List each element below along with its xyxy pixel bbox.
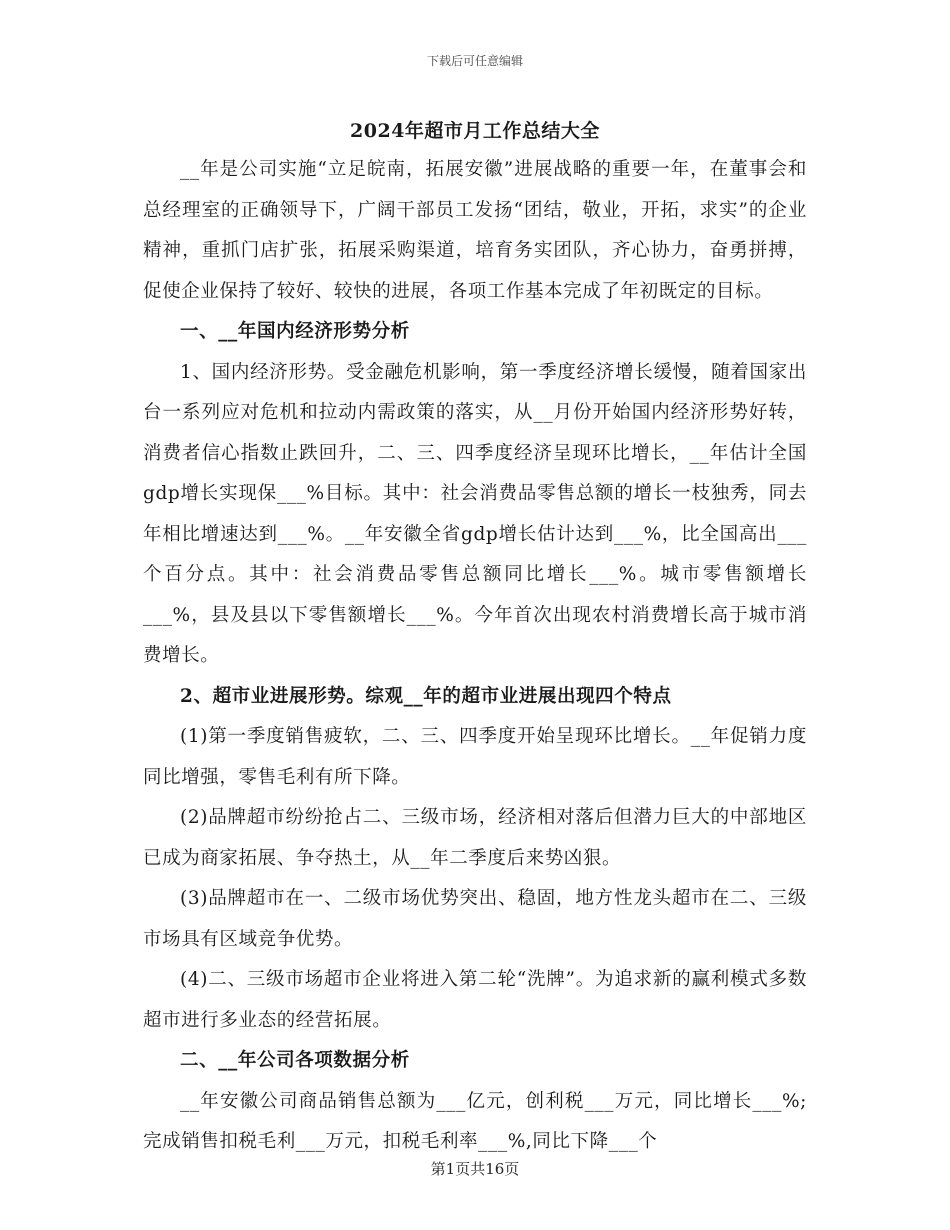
section-heading-2: 二、__年公司各项数据分析 bbox=[180, 1050, 410, 1071]
document-body bbox=[143, 150, 807, 1163]
feature-paragraph-3: (3)品牌超市在一、二级市场优势突出、稳固，地方性龙头超市在二、三级市场具有区域竞争优势。 bbox=[143, 888, 807, 950]
feature-paragraph-4: (4)二、三级市场超市企业将进入第二轮“洗牌”。为追求新的赢利模式多数超市进行多业态的经营拓展。 bbox=[143, 969, 807, 1031]
data-paragraph: __年安徽公司商品销售总额为___亿元，创利税___万元，同比增长___%;完成销售扣税毛利___万元，扣税毛利率___%,同比下降___个 bbox=[143, 1090, 807, 1152]
document-title: 2024年超市月工作总结大全 bbox=[350, 120, 600, 142]
feature-paragraph-2: (2)品牌超市纷纷抢占二、三级市场，经济相对落后但潜力巨大的中部地区已成为商家拓展、争夺热土，从__年二季度后来势凶狠。 bbox=[143, 807, 807, 869]
subsection-heading-2: 2、超市业进展形势。综观__年的超市业进展出现四个特点 bbox=[180, 685, 672, 707]
economy-paragraph: 1、国内经济形势。受金融危机影响，第一季度经济增长缓慢，随着国家出台一系列应对危机和拉动内需政策的落实，从__月份开始国内经济形势好转，消费者信心指数止跌回升，二、三、四季度经济呈现环比增长，__年估计全国gdp增长实现保___%目标。其中：社会消费品零售总额的增长一枝独秀，同去年相比增速达到___%。__年安徽全省gdp增长估计达到___%，比全国高出___个百分点。其中：社会消费品零售总额同比增长___%。城市零售额增长___%，县及县以下零售额增长___%。今年首次出现农村消费增长高于城市消费增长。 bbox=[143, 361, 807, 666]
header-note: 下载后可任意编辑 bbox=[426, 54, 523, 68]
section-heading-1: 一、__年国内经济形势分析 bbox=[180, 321, 410, 342]
page-footer: 第1页共16页 bbox=[430, 1160, 520, 1178]
feature-paragraph-1: (1)第一季度销售疲软，二、三、四季度开始呈现环比增长。__年促销力度同比增强，零售毛利有所下降。 bbox=[143, 726, 807, 788]
intro-paragraph: __年是公司实施“立足皖南，拓展安徽”进展战略的重要一年，在董事会和总经理室的正确领导下，广阔干部员工发扬“团结，敬业，开拓，求实”的企业精神，重抓门店扩张，拓展采购渠道，培育务实团队，齐心协力，奋勇拼搏，促使企业保持了较好、较快的进展，各项工作基本完成了年初既定的目标。 bbox=[143, 159, 807, 302]
